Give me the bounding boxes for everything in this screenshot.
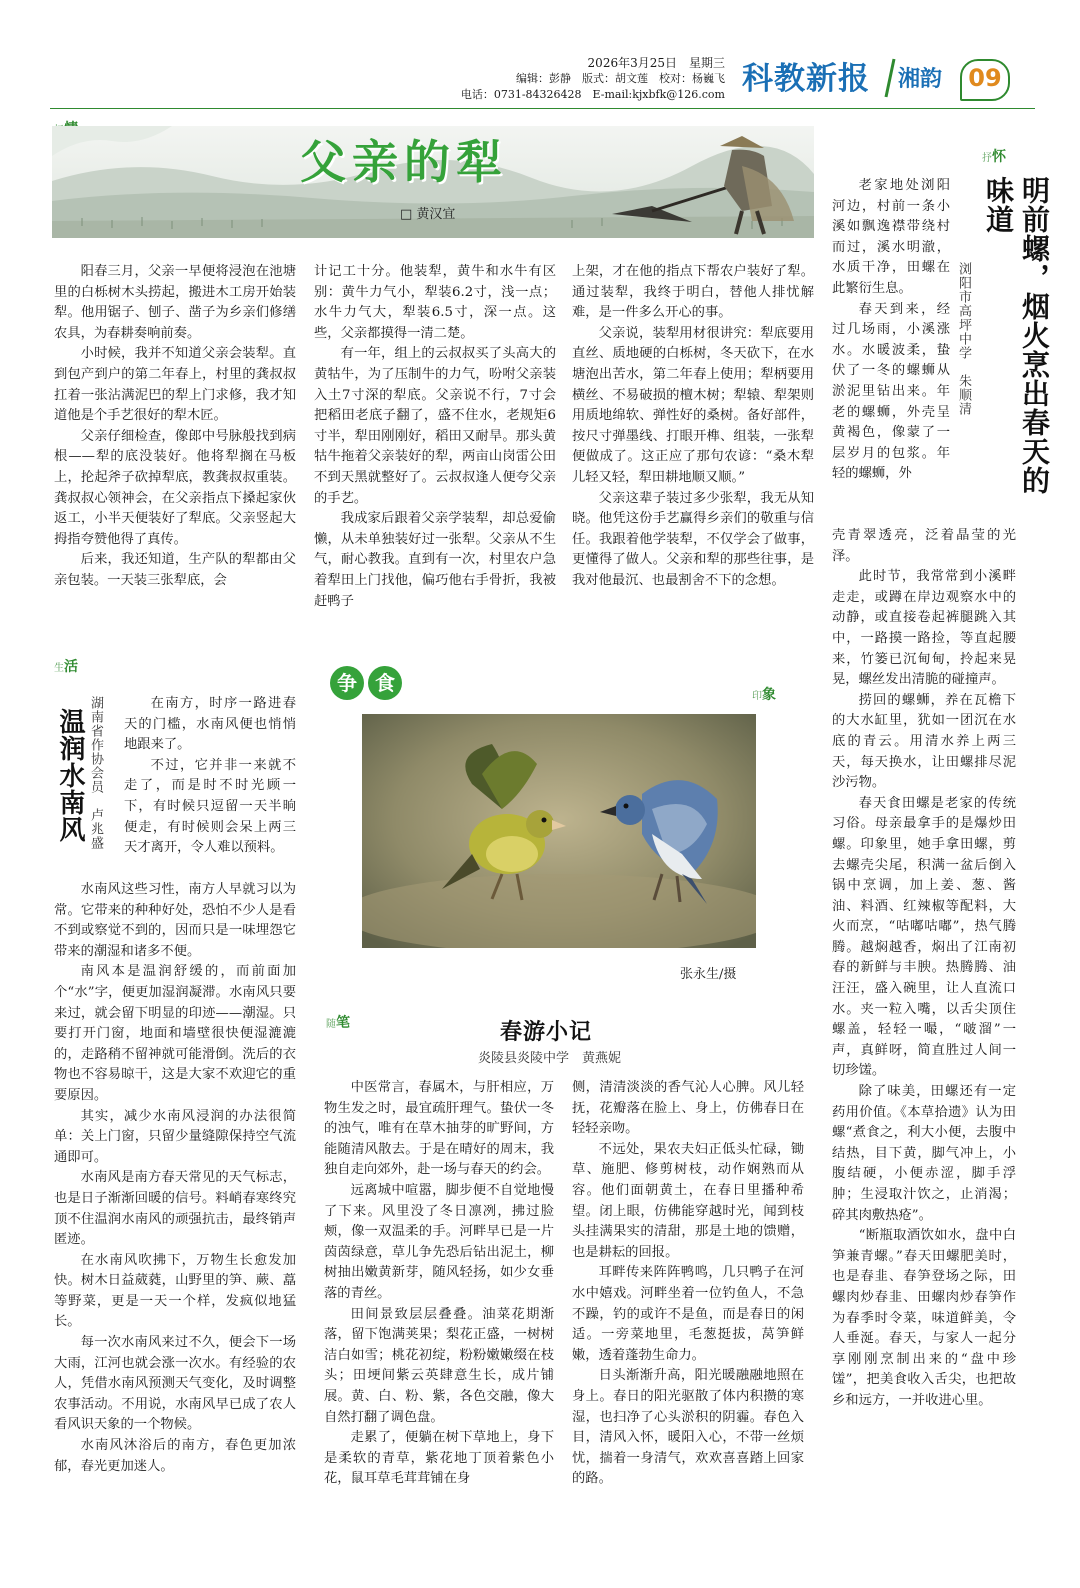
article-column: 在南方，时序一路进春天的门槛，水南风便也悄悄地跟来了。 不过，它并非一来就不走了，而是时不时光顾一下，有时候只逗留一天半晌便走，有时候则会呆上两三天才离开，令人难以预料。 [124,696,296,856]
article-column: 壳青翠透亮，泛着晶莹的光泽。 此时节，我常常到小溪畔走走，或蹲在岸边观察水中的动静，或直接卷起裤腿跳入其中，一路摸一路捡，等直起腰来，竹篓已沉甸甸，拎起来晃晃，螺丝发出清脆的碰撞声。 捞回的螺蛳，养在瓦檐下的大水缸里，犹如一团沉在水底的青云。用清水养上两三天，每天换水，让田螺排尽泥沙污物。 春天食田螺是老家的传统习俗。母亲最拿手的是爆炒田螺。印象里，她手拿田螺，剪去螺壳尖尾，积满一盆后倒入锅中烹调，加上姜、葱、酱油、料酒、红辣椒等配料，大火而烹，“咕嘟咕嘟”，热气腾腾。越焖越香，焖出了江南初春的新鲜与丰腴。热腾腾、油汪汪，盛入碗里，让人直流口水。夹一粒入嘴，以舌尖顶住螺盖，轻轻一嘬，“啵溜”一声，真鲜呀，简直胜过人间一切珍馐。 除了味美，田螺还有一定药用价值。《本草拾遗》认为田螺“煮食之，利大小便，去腹中结热，目下黄，脚气冲上，小腹结硬，小便赤涩，脚手浮肿；生浸取汁饮之，止消渴；碎其肉敷热疮”。 “断瓶取酒饮如水，盘中白笋兼青螺。”春天田螺肥美时，也是春韭、春笋登场之际，田螺肉炒春韭、田螺肉炒春笋作为春季时令菜，味道鲜美，令人垂涎。春天，与家人一起分享刚刚烹制出来的“盘中珍馐”，把美食收入舌尖，也把故乡和远方，一并收进心里。 [832,528,1016,1408]
photo-badge [330,666,402,700]
header-date: 2026年3月25日 星期三 [587,56,725,70]
section-tag-lyric: 抒怀 [982,149,1006,165]
article-title: 明前螺，烟火烹出春天的味道 [982,176,1051,495]
section-name: 湘韵 [898,67,943,92]
article-column: 老家地处浏阳河边，村前一条小溪如飘逸襟带绕村而过，溪水明澈，水质干净，田螺在此繁衍生息。 春天到来，经过几场雨，小溪涨水。水暖波柔，蛰伏了一冬的螺蛳从淤泥里钻出来。年老的螺蛳，外壳呈黄褐色，像蒙了一层岁月的包浆。年轻的螺蛳，外 [832,178,950,482]
header-divider-icon [884,57,896,99]
header-contact: 电话：0731-84326428 E-mail:kjxbfk@126.com [460,88,725,101]
article-column: 计记工十分。他装犁，黄牛和水牛有区别：黄牛力气小，犁装6.2寸，浅一点；水牛力气大，犁装6.5寸，深一点。这些，父亲都摸得一清二楚。 有一年，组上的云叔叔买了头高大的黄牯牛，为了压制牛的力气，吩咐父亲装入土7寸深的犁底。父亲说不行，7寸会把稻田老底子翻了，盛不住水，老规矩6寸半，犁田刚刚好，稻田又耐旱。那头黄牯牛拖着父亲装好的犁，两亩山岗雷公田不到天黑就整好了。云叔叔逢人便夸父亲的手艺。 我成家后跟着父亲学装犁，却总爱偷懒，从未单独装好过一张犁。父亲从不生气，耐心教我。直到有一次，村里农户急着犁田上门找他，偏巧他右手骨折，我被赶鸭子 [314,264,556,609]
article-author: □ 黄汉宜 [400,207,456,222]
section-tag-impression: 印象 [752,687,776,703]
article-column: 中医常言，春属木，与肝相应，万物生发之时，最宜疏肝理气。蛰伏一冬的浊气，唯有在草木抽芽的旷野间，方能随清风散去。于是在晴好的周末，我独自走向郊外，赴一场与春天的约会。 远离城中喧嚣，脚步便不自觉地慢了下来。风里没了冬日凛冽，拂过脸颊，像一双温柔的手。河畔早已是一片茵茵绿意，草儿争先恐后钻出泥土，柳树抽出嫩黄新芽，随风轻扬，如少女垂落的青丝。 田间景致层层叠叠。油菜花期渐落，留下饱满荚果；梨花正盛，一树树洁白如雪；桃花初绽，粉粉嫩嫩缀在枝头；田埂间紫云英肆意生长，成片铺展。黄、白、粉、紫，各色交融，像大自然打翻了调色盘。 走累了，便躺在树下草地上，身下是柔软的青草，紫花地丁顶着紫色小花，鼠耳草毛茸茸铺在身 [324,1080,554,1487]
page-header [0,55,1080,105]
article-column: 水南风这些习性，南方人早就习以为常。它带来的种种好处，恐怕不少人是看不到或察觉不到的，因而只是一味埋怨它带来的潮湿和诸多不便。 南风本是温润舒缓的，而前面加个“水”字，便更加湿润凝滞。水南风只要来过，就会留下明显的印迹——潮湿。只要打开门窗，地面和墙壁很快便湿漉漉的，走路稍不留神就可能滑倒。洗后的衣物也不容易晾干，这是大家不欢迎它的重要原因。 其实，减少水南风浸润的办法很简单：关上门窗，只留少量缝隙保持空气流通即可。 水南风是南方春天常见的天气标志，也是日子渐渐回暖的信号。料峭春寒终究顶不住温润水南风的顽强抗击，最终销声匿迹。 在水南风吹拂下，万物生长愈发加快。树木日益葳蕤，山野里的笋、蕨、藠等野菜，更是一天一个样，发疯似地猛长。 每一次水南风来过不久，便会下一场大雨，江河也就会涨一次水。有经验的农人，凭借水南风预测天气变化，及时调整农事活动。不用说，水南风早已成了农人看风识天象的一个物候。 水南风沐浴后的南方，春色更加浓郁，春光更加迷人。 [54,882,296,1474]
page-number: 09 [968,64,1002,92]
article-column: 阳春三月，父亲一早便将浸泡在池塘里的白栎树木头捞起，搬进木工房开始装犁。他用锯子、刨子、凿子为乡亲们修缮农具，为春耕奏响前奏。 小时候，我并不知道父亲会装犁。直到包产到户的第二年春上，村里的龚叔叔扛着一张沾满泥巴的犁上门求修，我才知道他是个手艺很好的犁木匠。 父亲仔细检查，像郎中号脉般找到病根——犁的底没装好。他将犁搁在马板上，抡起斧子砍掉犁底，教龚叔叔重装。龚叔叔心领神会，在父亲指点下搡起家伙返工，小半天便装好了犁底。父亲竖起大拇指夸赞他得了真传。 后来，我还知道，生产队的犁都由父亲包装。一天装三张犁底，会 [54,264,296,588]
article-author: 湖南省作协会员 卢兆盛 [88,696,103,850]
article-title: 父亲的犁 [300,135,508,189]
article-column: 上架，才在他的指点下帮农户装好了犁。通过装犁，我终于明白，替他人排忧解难，是一件多么开心的事。 父亲说，装犁用材很讲究：犁底要用直丝、质地硬的白栎树，冬天砍下，在水塘泡出苦水，第二年春上使用；犁柄要用横丝、不易破损的檀木树；犁辕、犁架则用质地绵软、弹性好的桑树。备好部件，按尺寸弹墨线、打眼开榫、组装，一张犁便做成了。这正应了那句农谚：“桑木犁儿轻又轻，犁田耕地顺又顺。” 父亲这辈子装过多少张犁，我无从知晓。他凭这份手艺赢得乡亲们的敬重与信任。我跟着他学装犁，不仅学会了做事，更懂得了做人。父亲和犁的那些往事，是我对他最沉、也最割舍不下的念想。 [572,264,814,588]
badge-char: 食 [368,666,402,700]
photo-credit: 张永生/摄 [680,967,737,982]
birds-photo [362,714,756,948]
article-title: 温润水南风 [55,708,85,843]
paper-name: 科教新报 [742,61,870,97]
header-rule [50,108,1035,109]
article-author: 炎陵县炎陵中学 黄燕妮 [478,1051,622,1066]
article-author: 浏阳市高坪中学 朱顺清 [956,262,971,416]
section-tag-essay: 随笔 [326,1015,350,1031]
article-title: 春游小记 [500,1020,593,1045]
section-tag-life: 生活 [54,659,78,675]
badge-char: 争 [330,666,364,700]
article-column: 侧，清清淡淡的香气沁人心脾。风儿轻抚，花瓣落在脸上、身上，仿佛春日在轻轻亲吻。 不远处，果农夫妇正低头忙碌，锄草、施肥、修剪树枝，动作娴熟而从容。他们面朝黄土，在春日里播种希望。闭上眼，仿佛能穿越时光，闻到枝头挂满果实的清甜，那是土地的馈赠，也是耕耘的回报。 耳畔传来阵阵鸭鸣，几只鸭子在河水中嬉戏。河畔坐着一位钓鱼人，不急不躁，钓的或许不是鱼，而是春日的闲适。一旁菜地里，毛葱挺拔，莴笋鲜嫩，透着蓬勃生命力。 日头渐渐升高，阳光暖融融地照在身上。春日的阳光驱散了体内积攒的寒湿，也扫净了心头淤积的阴霾。春色入目，清风入怀，暖阳入心，不带一丝烦忧，揣着一身清气，欢欢喜喜踏上回家的路。 [572,1080,804,1487]
header-editors: 编辑：彭静 版式：胡文莲 校对：杨巍飞 [516,72,725,85]
